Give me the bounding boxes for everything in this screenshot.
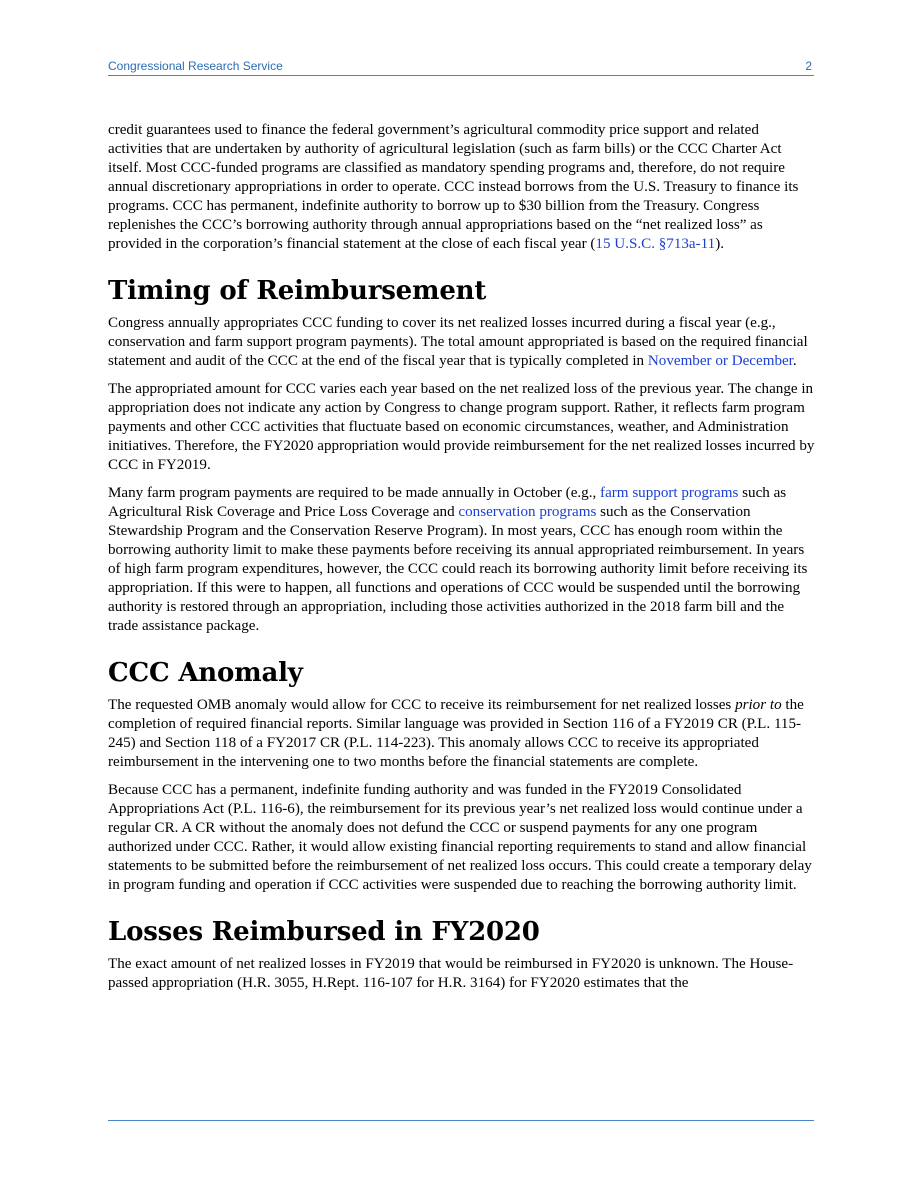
losses-paragraph-1: The exact amount of net realized losses in FY2019 that would be reimbursed in FY2020 is unknown. The House-passed appropriation (H.R. 3055, H.Rept. 116-107 for H.R. 3164) for FY2020 estimates that the xyxy=(108,956,794,991)
intro-end: ). xyxy=(715,236,725,252)
page-header xyxy=(108,57,814,76)
timing-p3-c: such as the Conservation Stewardship Program and the Conservation Reserve Program). In most years, CCC has enough room within the borrowing authority limit to make these payments before receiving its annual appropriated reimbursement. In years of high farm program expenditures, however, the CCC could reach its borrowing authority limit before receiving its appropriation. If this were to happen, all functions and operations of CCC would be suspended until the borrowing authority is restored through an appropriation, including those activities authorized in the 2018 farm bill and the trade assistance package. xyxy=(108,504,808,634)
page-number: 2 xyxy=(805,59,812,73)
heading-timing: Timing of Reimbursement xyxy=(108,276,487,306)
anomaly-p1-emphasis: prior to xyxy=(735,697,782,713)
timing-p1-text: Congress annually appropriates CCC funding to cover its net realized losses incurred during a fiscal year (e.g., conservation and farm support program payments). The total amount appropriated is based on the required financial statement and audit of the CCC at the end of the fiscal year that is typically completed in xyxy=(108,315,808,369)
anomaly-p1-b: the completion of required financial reports. Similar language was provided in Section 116 of a FY2019 CR (P.L. 115-245) and Section 118 of a FY2017 CR (P.L. 114-223). This anomaly allows CCC to receive its appropriated reimbursement in the intervening one to two months before the financial statements are complete. xyxy=(108,697,804,770)
conservation-programs-link[interactable]: conservation programs xyxy=(458,504,597,520)
timing-paragraph-3 xyxy=(108,484,816,636)
anomaly-p1-a: The requested OMB anomaly would allow for CCC to receive its reimbursement for net realized losses xyxy=(108,697,736,713)
intro-paragraph xyxy=(108,121,816,254)
timing-p3-b: such as Agricultural Risk Coverage and Price Loss Coverage and xyxy=(108,485,787,520)
heading-ccc-anomaly: CCC Anomaly xyxy=(108,658,303,688)
intro-text: credit guarantees used to finance the federal government’s agricultural commodity price support and related activities that are undertaken by authority of agricultural legislation (such as farm bills) or the CCC Charter Act itself. Most CCC-funded programs are classified as mandatory spending programs and, therefore, do not require annual discretionary appropriations in order to operate. CCC instead borrows from the U.S. Treasury to finance its programs. CCC has permanent, indefinite authority to borrow up to $30 billion from the Treasury. Congress replenishes the CCC’s borrowing authority through annual appropriations based on the “net realized loss” as provided in the corporation’s financial statement at the close of each fiscal year ( xyxy=(108,122,799,252)
anomaly-paragraph-1 xyxy=(108,696,816,772)
timing-paragraph-2: The appropriated amount for CCC varies each year based on the net realized loss of the previous year. The change in appropriation does not indicate any action by Congress to change program support. Rather, it reflects farm program payments and other CCC activities that fluctuate based on economic circumstances, weather, and Administration initiatives. Therefore, the FY2020 appropriation would provide reimbursement for the net realized losses incurred by CCC in FY2019. xyxy=(108,381,815,473)
document-body xyxy=(108,121,816,1002)
anomaly-paragraph-2: Because CCC has a permanent, indefinite funding authority and was funded in the FY2019 Consolidated Appropriations Act (P.L. 116-6), the reimbursement for its previous year’s net realized loss would continue under a regular CR. A CR without the anomaly does not defund the CCC or suspend payments for any one program authorized under CCC. Rather, it would allow existing financial reporting requirements to stand and allow financial statements to be submitted before the reimbursement of net realized loss occurs. This could create a temporary delay in program funding and operation if CCC activities were suspended due to reaching the borrowing authority limit. xyxy=(108,782,812,893)
timing-p1-end: . xyxy=(792,353,797,369)
november-december-link[interactable]: November or December xyxy=(647,353,793,369)
farm-support-programs-link[interactable]: farm support programs xyxy=(600,485,739,501)
usc-citation-link[interactable]: 15 U.S.C. §713a-11 xyxy=(595,236,716,252)
header-org-name: Congressional Research Service xyxy=(108,59,283,73)
footer-divider xyxy=(108,1120,814,1121)
heading-losses-reimbursed: Losses Reimbursed in FY2020 xyxy=(108,917,540,947)
timing-p3-a: Many farm program payments are required to be made annually in October (e.g., xyxy=(108,485,601,501)
timing-paragraph-1 xyxy=(108,314,816,371)
